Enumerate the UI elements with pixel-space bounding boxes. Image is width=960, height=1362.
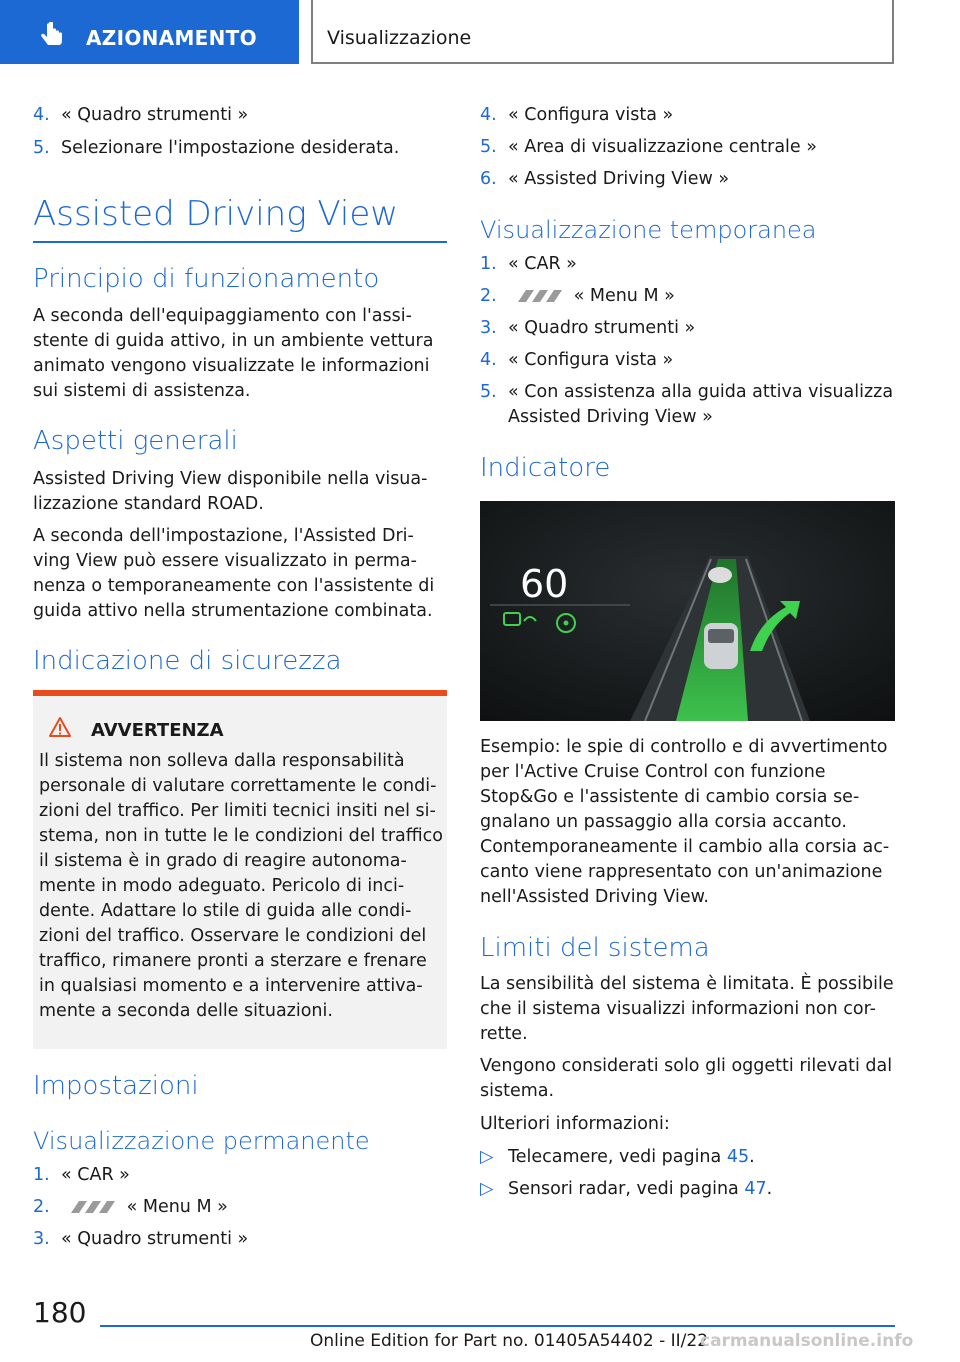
page-label: Visualizzazione (327, 27, 472, 49)
paragraph-principle: A seconda dell'equipaggiamento con l'assi- stente di guida attivo, in un ambiente vettura animato vengono visualizzate le informazioni sui sistemi di assistenza. (33, 306, 434, 401)
edition-line: Online Edition for Part no. 01405A54402 - II/22 (310, 1331, 709, 1351)
heading-indicator: Indicatore (480, 453, 611, 483)
list-item: 1. « CAR » (33, 1165, 130, 1185)
section-label: AZIONAMENTO (86, 26, 257, 50)
paragraph-general-1: Assisted Driving View disponibile nella visua- lizzazione standard ROAD. (33, 469, 428, 514)
page-number: 180 (33, 1296, 87, 1329)
heading-temporary: Visualizzazione temporanea (480, 216, 817, 244)
list-item: 1. « CAR » (480, 254, 577, 274)
list-item: 2. « Menu M » (33, 1197, 228, 1217)
page-label-tab (311, 0, 894, 64)
warning-triangle-icon (48, 716, 72, 738)
paragraph-general-2: A seconda dell'impostazione, l'Assisted Dri- ving View può essere visualizzato in perma- nenza o temporaneamente con l'assistente di guida attivo nella strumentazione combinata. (33, 526, 435, 621)
assisted-driving-view-image (480, 501, 895, 721)
list-item: 5. « Con assistenza alla guida attiva visualizza (480, 382, 894, 402)
list-item: 6. « Assisted Driving View » (480, 169, 730, 189)
heading-permanent: Visualizzazione permanente (33, 1127, 370, 1155)
speed-readout: 60 (520, 562, 569, 606)
m-menu-icon (67, 1200, 121, 1214)
reference-item: ▷ Sensori radar, vedi pagina 47. (480, 1177, 772, 1202)
heading-safety: Indicazione di sicurezza (33, 646, 342, 676)
warning-text: Il sistema non solleva dalla responsabilità personale di valutare correttamente le condi- zioni del traffico. Per limiti tecnici insiti nel si- stema, non in tutte le le condizioni del traffico il sistema è in grado di reagire autonoma- mente in modo adeguato. Pericolo di inci- dente. Adattare lo stile di guida alle condi- zioni del traffico. Osservare le condizioni del traffico, rimanere pronti a sterzare e frenare in qualsiasi momento e a intervenire attiva- mente a seconda delle situazioni. (39, 751, 443, 1021)
heading-principle: Principio di funzionamento (33, 264, 380, 294)
list-item: 5. Selezionare l'impostazione desiderata. (33, 138, 400, 158)
heading-limits: Limiti del sistema (480, 933, 710, 963)
list-item: 3. « Quadro strumenti » (480, 318, 696, 338)
paragraph-limits-1: La sensibilità del sistema è limitata. È possibile che il sistema visualizzi informazioni non cor- rette. (480, 974, 894, 1044)
warning-bar (33, 690, 447, 696)
list-item: 4. « Configura vista » (480, 350, 674, 370)
list-item: 5. « Area di visualizzazione centrale » (480, 137, 817, 157)
paragraph-limits-2: Vengono considerati solo gli oggetti rilevati dal sistema. (480, 1056, 893, 1101)
watermark: carmanualsonline.info (700, 1331, 914, 1351)
list-item: Assisted Driving View » (508, 407, 713, 427)
section-title: Assisted Driving View (33, 194, 399, 234)
list-item: 4. « Configura vista » (480, 105, 674, 125)
list-item: 4. « Quadro strumenti » (33, 105, 249, 125)
warning-title: AVVERTENZA (91, 720, 224, 741)
triangle-bullet-icon: ▷ (480, 1179, 494, 1199)
list-item: 2. « Menu M » (480, 286, 675, 306)
title-rule (33, 241, 447, 243)
footer-rule (100, 1325, 895, 1327)
triangle-bullet-icon: ▷ (480, 1147, 494, 1167)
reference-item: ▷ Telecamere, vedi pagina 45. (480, 1145, 755, 1170)
heading-settings: Impostazioni (33, 1071, 199, 1101)
image-caption: Esempio: le spie di controllo e di avvertimento per l'Active Cruise Control con funzione Stop&Go e l'assistente di cambio corsia se- gnalano un passaggio alla corsia accanto. Contemporaneamente il cambio alla corsia ac- canto viene rappresentato con un'animazione nell'Assisted Driving View. (480, 737, 890, 907)
page-link-45[interactable]: 45 (726, 1147, 750, 1167)
m-menu-icon (514, 289, 568, 303)
heading-general: Aspetti generali (33, 426, 238, 456)
page-link-47[interactable]: 47 (744, 1179, 767, 1199)
section-tab-drive (0, 0, 299, 64)
list-item: 3. « Quadro strumenti » (33, 1229, 249, 1249)
pointing-hand-icon (36, 22, 64, 50)
more-info-label: Ulteriori informazioni: (480, 1114, 670, 1134)
